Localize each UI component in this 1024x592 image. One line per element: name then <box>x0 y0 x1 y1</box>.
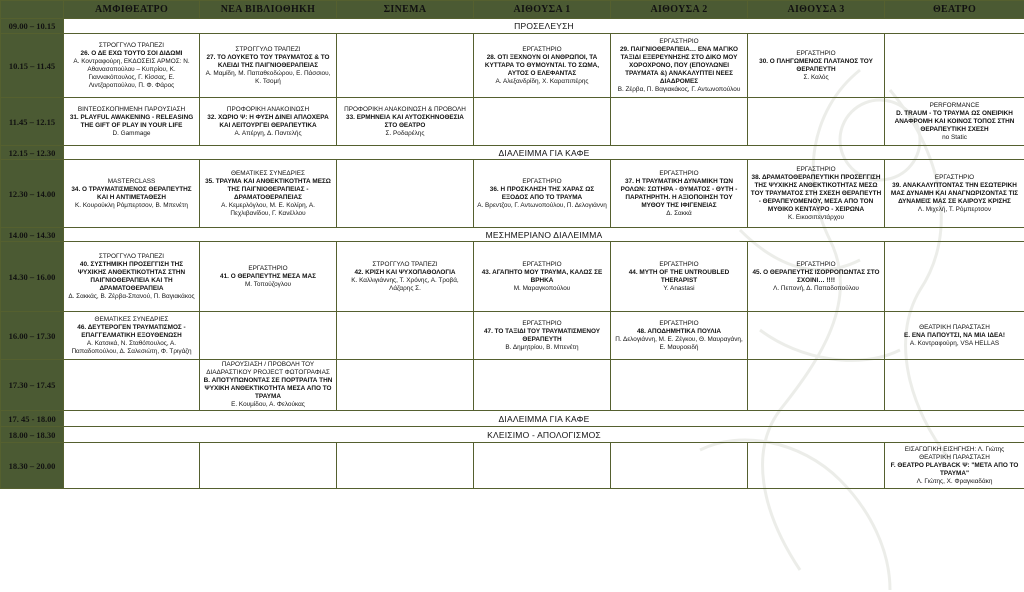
session-type: ΕΡΓΑΣΤΗΡΙΟ <box>796 165 836 173</box>
session-presenters: Α. Απέργη, Δ. Παντελής <box>234 129 302 137</box>
session-title: 45. Ο ΘΕΡΑΠΕΥΤΗΣ ΙΣΟΡΡΟΠΩΝΤΑΣ ΣΤΟ ΣΧΟΙΝΙ… !!!! <box>752 268 880 284</box>
session-type: ΕΡΓΑΣΤΗΡΙΟ <box>659 169 699 177</box>
session-title: D. TRAUM - ΤΟ ΤΡΑΥΜΑ ΩΣ ΟΝΕΙΡΙΚΗ ΑΝΑΦΡΟΜΗ ΚΑΙ ΚΟΙΝΟΣ ΤΟΠΟΣ ΣΤΗΝ ΘΕΡΑΠΕΥΤΙΚΗ ΣΧΕΣΗ <box>894 109 1015 133</box>
session-presenters: no Static <box>942 133 967 141</box>
session-presenters: Α. Κατσικά, Ν. Σταθόπουλος, Α. Παπαδοπούλου, Δ. Σαλεσιώτη, Φ. Τριγάζη <box>71 339 192 355</box>
session-cell <box>64 34 200 98</box>
session-title: 29. ΠΑΙΓΝΙΟΘΕΡΑΠΕΙΑ… ΕΝΑ ΜΑΓΙΚΟ ΤΑΞΙΔΙ ΕΞΕΡΕΥΝΗΣΗΣ ΣΤΟ ΔΙΚΟ ΜΟΥ ΧΟΡΟΧΡΟΝΟ, ΠΟΥ (ΕΠΟΥΛΩΝΕΙ ΤΡΑΥΜΑΤΑ &) ΑΝΑΚΑΛΥΠΤΕΙ ΝΕΕΣ ΔΙΑΔΡΟΜΕΣ <box>619 45 739 85</box>
session-presenters: Δ. Σακκά <box>666 209 692 217</box>
time-slot: 12.15 – 12.30 <box>1 146 64 160</box>
session-type: ΕΡΓΑΣΤΗΡΙΟ <box>522 177 562 185</box>
session-type: MASTERCLASS <box>107 177 156 185</box>
session-cell <box>64 98 200 146</box>
session-type: ΠΑΡΟΥΣΙΑΣΗ / ΠΡΟΒΟΛΗ ΤΟΥ ΔΙΑΔΡΑΣΤΙΚΟΥ PROJECT ΦΩΤΟΓΡΑΦΙΑΣ <box>206 361 330 376</box>
session-title: 30. Ο ΠΛΗΓΩΜΕΝΟΣ ΠΛΑΤΑΝΟΣ ΤΟΥ ΘΕΡΑΠΕΥΤΗ <box>759 57 873 73</box>
header-amfitheatro: ΑΜΦΙΘΕΑΤΡΟ <box>64 1 200 19</box>
break-label: ΔΙΑΛΕΙΜΜΑ ΓΙΑ ΚΑΦΕ <box>64 146 1024 160</box>
break-label: ΠΡΟΣΕΛΕΥΣΗ <box>64 19 1024 34</box>
session-cell <box>611 312 748 360</box>
session-title: 32. ΧΩΡΙΟ Ψ: Η ΦΥΣΗ ΔΙΝΕΙ ΑΠΛΟΧΕΡΑ ΚΑΙ ΛΕΙΤΟΥΡΓΕΙ ΘΕΡΑΠΕΥΤΙΚΑ <box>207 113 329 129</box>
session-type: ΠΡΟΦΟΡΙΚΗ ΑΝΑΚΟΙΝΩΣΗ <box>226 105 310 113</box>
time-slot: 18.30 – 20.00 <box>1 443 64 489</box>
session-presenters: Κ. Εικοσιπεντάρχου <box>788 213 844 221</box>
session-cell <box>748 160 885 228</box>
session-cell <box>611 443 748 489</box>
session-type: ΠΡΟΦΟΡΙΚΗ ΑΝΑΚΟΙΝΩΣΗ & ΠΡΟΒΟΛΗ <box>344 105 466 113</box>
session-presenters: Μ. Μαραγκοπούλου <box>513 284 571 292</box>
session-cell <box>748 98 885 146</box>
session-cell <box>200 242 337 312</box>
session-type: ΕΡΓΑΣΤΗΡΙΟ <box>522 319 562 327</box>
schedule-row <box>1 98 1024 146</box>
session-title: 36. Η ΠΡΟΣΚΛΗΣΗ ΤΗΣ ΧΑΡΑΣ ΩΣ ΕΞΟΔΟΣ ΑΠΟ ΤΟ ΤΡΑΥΜΑ <box>489 185 595 201</box>
session-cell <box>200 443 337 489</box>
session-presenters: Λ. Πεπονή, Δ. Παπαδοπούλου <box>773 284 859 292</box>
session-title: 41. Ο ΘΕΡΑΠΕΥΤΗΣ ΜΕΣΑ ΜΑΣ <box>220 272 316 280</box>
schedule-row <box>1 443 1024 489</box>
session-presenters: Δ. Σακκάς, Β. Ζέρβα-Σπανού, Π. Βαγιακάκος <box>68 292 195 300</box>
schedule-row <box>1 242 1024 312</box>
session-type: ΕΡΓΑΣΤΗΡΙΟ <box>659 319 699 327</box>
session-type: ΕΡΓΑΣΤΗΡΙΟ <box>796 260 836 268</box>
time-slot: 11.45 – 12.15 <box>1 98 64 146</box>
session-type: ΘΕΑΤΡΙΚΗ ΠΑΡΑΣΤΑΣΗ <box>919 453 990 461</box>
schedule-row <box>1 34 1024 98</box>
session-presenters: Y. Anastasi <box>663 284 695 292</box>
time-slot: 14.00 – 14.30 <box>1 228 64 242</box>
header-aithousa-1: ΑΙΘΟΥΣΑ 1 <box>474 1 611 19</box>
session-type: ΘΕΜΑΤΙΚΕΣ ΣΥΝΕΔΡΙΕΣ <box>94 315 169 323</box>
session-presenters: Α. Κεμερλόγλου, Μ. Ε. Κολίρη, Α. Πεχλιβανίδου, Γ. Κανέλλου <box>221 201 315 217</box>
header-theatro: ΘΕΑΤΡΟ <box>885 1 1024 19</box>
session-cell <box>200 360 337 411</box>
schedule-row <box>1 312 1024 360</box>
session-presenters: Α. Βρεντζου, Γ. Αντωνοπούλου, Π. Δελογιάννη <box>477 201 607 209</box>
schedule-row <box>1 360 1024 411</box>
session-type: ΕΡΓΑΣΤΗΡΙΟ <box>522 45 562 53</box>
header-row <box>1 1 1024 19</box>
session-type: ΕΡΓΑΣΤΗΡΙΟ <box>659 260 699 268</box>
session-cell <box>474 160 611 228</box>
schedule-row <box>1 411 1024 427</box>
session-presenters: Κ. Κουρούκλη Ρόμπερτσον, Β. Μπενέτη <box>75 201 188 209</box>
session-cell <box>611 242 748 312</box>
session-title: 39. ΑΝΑΚΑΛΥΠΤΟΝΤΑΣ ΤΗΝ ΕΣΩΤΕΡΙΚΗ ΜΑΣ ΔΥΝΑΜΗ ΚΑΙ ΑΝΑΓΝΩΡΙΖΟΝΤΑΣ ΤΙΣ ΔΥΝΑΜΕΙΣ ΜΑΣ ΣΕ ΚΑΙΡΟΥΣ ΚΡΙΣΗΣ <box>890 181 1019 205</box>
session-title: 27. ΤΟ ΛΟΥΚΕΤΟ ΤΟΥ ΤΡΑΥΜΑΤΟΣ & ΤΟ ΚΛΕΙΔΙ ΤΗΣ ΠΑΙΓΝΙΟΘΕΡΑΠΕΙΑΣ <box>206 53 330 69</box>
schedule-row <box>1 19 1024 34</box>
session-title: 48. ΑΠΟΔΗΜΗΤΙΚΑ ΠΟΥΛΙΑ <box>636 327 722 335</box>
session-presenters: Λ. Μιχελή, Τ. Ρόμπερτσον <box>917 205 992 213</box>
session-cell <box>200 160 337 228</box>
session-cell <box>885 312 1024 360</box>
session-type: ΕΡΓΑΣΤΗΡΙΟ <box>796 49 836 57</box>
session-cell <box>885 443 1024 489</box>
session-cell <box>748 312 885 360</box>
session-cell <box>885 360 1024 411</box>
session-presenters: Κ. Καλλιγιάννης, Τ. Χρόνης, Α. Τροβά, Λάζαρης Σ. <box>351 276 459 292</box>
session-presenters: Α. Μαμίδη, Μ. Παπαθεοδώρου, Ε. Πάσσιου, Κ. Τσομή <box>205 69 331 85</box>
header-aithousa-3: ΑΙΘΟΥΣΑ 3 <box>748 1 885 19</box>
session-title: 28. ΟΤΙ ΞΕΧΝΟΥΝ ΟΙ ΑΝΘΡΩΠΟΙ, ΤΑ ΚΥΤΤΑΡΑ ΤΟ ΘΥΜΟΥΝΤΑΙ. ΤΟ ΣΩΜΑ, ΑΥΤΟΣ Ο ΕΛΕΦΑΝΤΑΣ <box>484 53 600 77</box>
session-cell <box>337 34 474 98</box>
break-label: ΚΛΕΙΣΙΜΟ - ΑΠΟΛΟΓΙΣΜΟΣ <box>64 427 1024 443</box>
session-cell <box>748 34 885 98</box>
session-type: ΕΡΓΑΣΤΗΡΙΟ <box>248 264 288 272</box>
session-type: ΣΤΡΟΓΓΥΛΟ ΤΡΑΠΕΖΙ <box>372 260 438 268</box>
session-cell <box>64 360 200 411</box>
session-presenters: Α. Κοντραφούρη, ΕΚΔΟΣΕΙΣ ΑΡΜΟΣ: Ν. Αθανασοπούλου – Κυπρίου, Κ. Γιαννακόπουλος, Γ. Κίσσας, Ε. Λιντζαροπούλου, Π. Φ. Φάρος <box>73 57 190 89</box>
schedule-row <box>1 160 1024 228</box>
session-cell <box>64 443 200 489</box>
session-cell <box>474 242 611 312</box>
session-cell <box>611 360 748 411</box>
session-presenters: Α. Αλεξανδρίδη, Χ. Καραπιπέρης <box>495 77 589 85</box>
session-type: ΘΕΑΤΡΙΚΗ ΠΑΡΑΣΤΑΣΗ <box>919 323 990 331</box>
session-title: Ε. ΕΝΑ ΠΑΠΟΥΤΣΙ, ΝΑ ΜΙΑ ΙΔΕΑ! <box>904 331 1005 339</box>
header-nea-vivliothiki: ΝΕΑ ΒΙΒΛΙΟΘΗΚΗ <box>200 1 337 19</box>
session-title: 31. PLAYFUL AWAKENING - RELEASING THE GIFT OF PLAY IN YOUR LIFE <box>69 113 194 129</box>
session-cell <box>474 360 611 411</box>
session-cell <box>337 312 474 360</box>
session-type: ΒΙΝΤΕΟΣΚΟΠΗΜΕΝΗ ΠΑΡΟΥΣΙΑΣΗ <box>77 105 186 113</box>
session-cell <box>337 160 474 228</box>
session-cell <box>611 160 748 228</box>
session-cell <box>64 160 200 228</box>
session-cell <box>885 34 1024 98</box>
session-cell <box>611 98 748 146</box>
session-type: ΘΕΜΑΤΙΚΕΣ ΣΥΝΕΔΡΙΕΣ <box>231 169 305 177</box>
session-cell <box>337 242 474 312</box>
session-title: 40. ΣΥΣΤΗΜΙΚΗ ΠΡΟΣΕΓΓΙΣΗ ΤΗΣ ΨΥΧΙΚΗΣ ΑΝΘΕΚΤΙΚΟΤΗΤΑΣ ΣΤΗΝ ΠΑΙΓΝΙΟΘΕΡΑΠΕΙΑ ΚΑΙ ΤΗ ΔΡΑΜΑΤΟΘΕΡΑΠΕΙΑ <box>77 260 186 292</box>
session-type: ΣΤΡΟΓΓΥΛΟ ΤΡΑΠΕΖΙ <box>235 45 301 53</box>
session-title: 34. Ο ΤΡΑΥΜΑΤΙΣΜΕΝΟΣ ΘΕΡΑΠΕΥΤΗΣ ΚΑΙ Η ΑΝΤΙΜΕΤΑΘΕΣΗ <box>71 185 192 201</box>
time-slot: 10.15 – 11.45 <box>1 34 64 98</box>
session-cell <box>885 98 1024 146</box>
session-cell <box>200 312 337 360</box>
time-slot: 14.30 – 16.00 <box>1 242 64 312</box>
schedule-row <box>1 228 1024 242</box>
session-presenters: Σ. Ροδαρέλης <box>385 129 425 137</box>
session-cell <box>64 312 200 360</box>
session-cell <box>200 34 337 98</box>
session-type: ΕΡΓΑΣΤΗΡΙΟ <box>659 37 699 45</box>
schedule-row <box>1 146 1024 160</box>
session-cell <box>474 443 611 489</box>
header-aithousa-2: ΑΙΘΟΥΣΑ 2 <box>611 1 748 19</box>
time-slot: 17.30 – 17.45 <box>1 360 64 411</box>
break-label: ΜΕΣΗΜΕΡΙΑΝΟ ΔΙΑΛΕΙΜΜΑ <box>64 228 1024 242</box>
session-presenters: Λ. Γιώτης, Χ. Φραγκιαδάκη <box>916 477 993 485</box>
break-label: ΔΙΑΛΕΙΜΜΑ ΓΙΑ ΚΑΦΕ <box>64 411 1024 427</box>
header-corner <box>1 1 64 19</box>
session-presenters: Ε. Κουμίδου, Α. Φελούκας <box>231 401 305 408</box>
session-title: Β. ΑΠΟΤΥΠΩΝΟΝΤΑΣ ΣΕ ΠΟΡΤΡΑΙΤΑ ΤΗΝ ΨΥΧΙΚΗ ΑΝΘΕΚΤΙΚΟΤΗΤΑ ΜΕΣΑ ΑΠΟ ΤΟ ΤΡΑΥΜΑ <box>203 377 333 400</box>
session-type: ΣΤΡΟΓΓΥΛΟ ΤΡΑΠΕΖΙ <box>98 252 165 260</box>
session-cell <box>748 242 885 312</box>
session-note: ΕΙΣΑΓΩΓΙΚΗ ΕΙΣΗΓΗΣΗ: Λ. Γιώτης <box>904 445 1005 453</box>
session-title: 37. Η ΤΡΑΥΜΑΤΙΚΗ ΔΥΝΑΜΙΚΗ ΤΩΝ ΡΟΛΩΝ: ΣΩΤΗΡΑ - ΘΥΜΑΤΟΣ - ΘΥΤΗ - ΠΑΡΑΤΗΡΗΤΗ. Η ΑΞΙΟΠΟΙΗΣΗ ΤΟΥ ΜΥΘΟΥ ΤΗΣ ΙΦΙΓΕΝΕΙΑΣ <box>620 177 738 209</box>
header-sinema: ΣΙΝΕΜΑ <box>337 1 474 19</box>
session-title: 35. ΤΡΑΥΜΑ ΚΑΙ ΑΝΘΕΚΤΙΚΟΤΗΤΑ ΜΕΣΩ ΤΗΣ ΠΑΙΓΝΙΟΘΕΡΑΠΕΙΑΣ - ΔΡΑΜΑΤΟΘΕΡΑΠΕΙΑΣ <box>205 177 331 201</box>
session-presenters: D. Gammage <box>112 129 151 137</box>
session-presenters: Σ. Καλός <box>803 73 829 81</box>
session-title: 47. ΤΟ ΤΑΞΙΔΙ ΤΟΥ ΤΡΑΥΜΑΤΙΣΜΕΝΟΥ ΘΕΡΑΠΕΥΤΗ <box>483 327 601 343</box>
session-presenters: Μ. Τοπούζογλου <box>244 280 292 288</box>
session-cell <box>200 98 337 146</box>
session-cell <box>474 312 611 360</box>
session-title: 43. ΑΓΑΠΗΤΟ ΜΟΥ ΤΡΑΥΜΑ, ΚΑΛΩΣ ΣΕ ΒΡΗΚΑ <box>481 268 603 284</box>
session-title: 33. ΕΡΜΗΝΕΙΑ ΚΑΙ ΑΥΤΟΣΚΗΝΟΘΕΣΙΑ ΣΤΟ ΘΕΑΤΡΟ <box>346 113 464 129</box>
session-title: 42. ΚΡΙΣΗ ΚΑΙ ΨΥΧΟΠΑΘΟΛΟΓΙΑ <box>354 268 456 276</box>
session-title: 44. MYTH OF THE UNTROUBLED THERAPIST <box>628 268 730 284</box>
session-cell <box>885 160 1024 228</box>
session-type: PERFORMANCE <box>929 101 980 109</box>
session-cell <box>337 98 474 146</box>
session-cell <box>748 360 885 411</box>
time-slot: 09.00 – 10.15 <box>1 19 64 34</box>
session-cell <box>611 34 748 98</box>
session-type: ΣΤΡΟΓΓΥΛΟ ΤΡΑΠΕΖΙ <box>98 41 165 49</box>
session-cell <box>748 443 885 489</box>
session-cell <box>474 34 611 98</box>
session-type: ΕΡΓΑΣΤΗΡΙΟ <box>934 173 975 181</box>
time-slot: 18.00 – 18.30 <box>1 427 64 443</box>
time-slot: 16.00 – 17.30 <box>1 312 64 360</box>
session-title: 46. ΔΕΥΤΕΡΟΓΕΝ ΤΡΑΥΜΑΤΙΣΜΟΣ - ΕΠΑΓΓΕΛΜΑΤΙΚΗ ΕΞΟΥΘΕΝΩΣΗ <box>77 323 186 339</box>
schedule-row <box>1 427 1024 443</box>
session-cell <box>474 98 611 146</box>
session-presenters: Β. Ζέρβα, Π. Βαγιακάκος, Γ. Αντωνοπούλου <box>617 85 741 93</box>
time-slot: 17. 45 - 18.00 <box>1 411 64 427</box>
session-presenters: Α. Κοντραφούρη, VSA HELLAS <box>909 339 1000 347</box>
session-type: ΕΡΓΑΣΤΗΡΙΟ <box>522 260 562 268</box>
session-title: 38. ΔΡΑΜΑΤΟΘΕΡΑΠΕΥΤΙΚΗ ΠΡΟΣΕΓΓΙΣΗ ΤΗΣ ΨΥΧΙΚΗΣ ΑΝΘΕΚΤΙΚΟΤΗΤΑΣ ΜΕΣΩ ΤΟΥ ΤΡΑΥΜΑΤΟΣ ΣΤΗ ΣΧΕΣΗ ΘΕΡΑΠΕΥΤΗ - ΘΕΡΑΠΕΥΟΜΕΝΟΥ, ΜΕΣΑ ΑΠΟ ΤΟΝ ΜΥΘΙΚΟ ΚΕΝΤΑΥΡΟ - ΧΕΙΡΩΝΑ <box>750 173 882 213</box>
session-presenters: Π. Δελογιάννη, Μ. Ε. Ζέγκου, Θ. Μαυραγάνη, Ε. Μαυροειδή <box>615 335 743 351</box>
session-presenters: Β. Δημητρίου, Β. Μπενέτη <box>505 343 579 351</box>
session-cell <box>885 242 1024 312</box>
session-cell <box>64 242 200 312</box>
session-title: 26. Ο ΔΕ ΕΧΩ ΤΟΥΤΟ ΣΟΙ ΔΙΔΩΜΙ <box>80 49 183 57</box>
session-cell <box>337 360 474 411</box>
session-title: F. ΘΕΑΤΡΟ PLAYBACK Ψ: "ΜΕΤΑ ΑΠΟ ΤΟ ΤΡΑΥΜΑ" <box>890 461 1019 477</box>
time-slot: 12.30 – 14.00 <box>1 160 64 228</box>
session-cell <box>337 443 474 489</box>
